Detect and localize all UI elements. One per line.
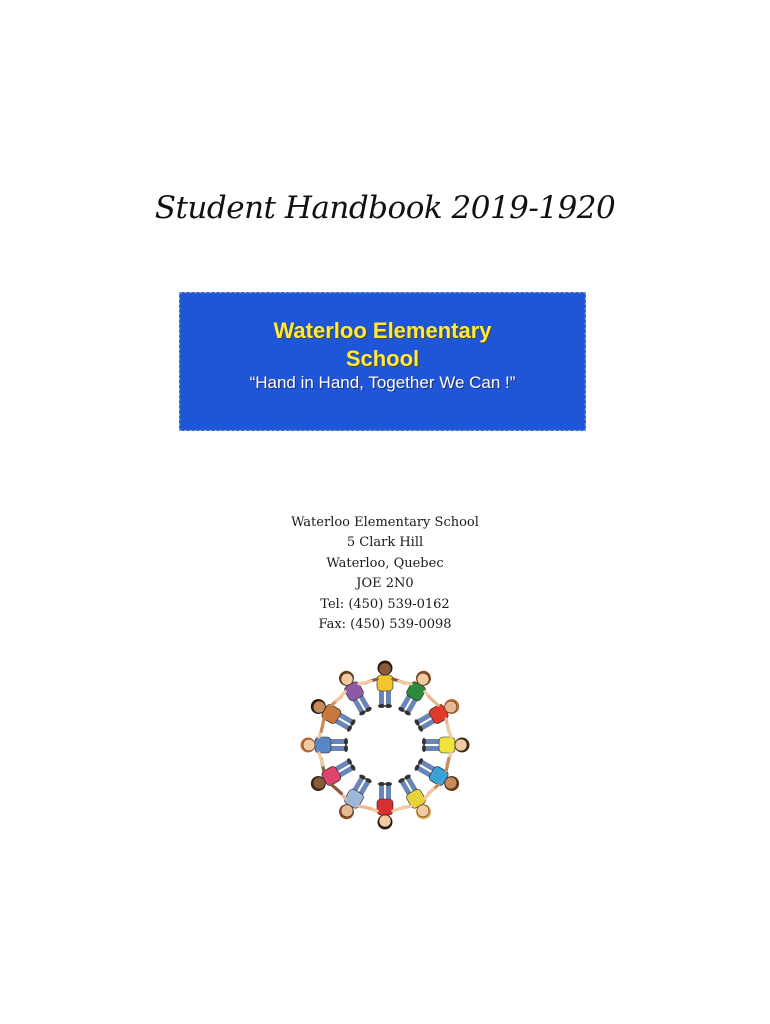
child-leg <box>329 746 345 751</box>
banner-motto: “Hand in Hand, Together We Can !” <box>249 373 516 392</box>
child-shoe <box>344 745 348 752</box>
child-leg <box>425 739 441 744</box>
child-arm <box>423 789 435 798</box>
address-street: 5 Clark Hill <box>346 535 424 551</box>
page-title: Student Handbook 2019-1920 <box>154 190 616 226</box>
child-arm <box>393 807 405 811</box>
banner-school-name <box>180 317 585 373</box>
banner-name-line-1: Waterloo Elementary <box>273 318 492 343</box>
child-head <box>379 815 391 827</box>
child-head <box>379 663 391 675</box>
banner-name-line-2: School <box>345 346 420 371</box>
child-leg <box>379 689 384 705</box>
child-arm <box>359 803 371 812</box>
child-figure <box>365 782 405 830</box>
child-arm <box>447 725 451 737</box>
children-circle <box>301 661 470 830</box>
child-arm <box>359 678 371 687</box>
child-shoe <box>378 782 385 786</box>
children-holding-hands-circle-icon <box>280 640 490 850</box>
child-shoe <box>385 704 392 708</box>
child-arm <box>443 759 452 771</box>
child-shoe <box>422 738 426 745</box>
child-shoe <box>385 782 392 786</box>
address-school-name: Waterloo Elementary School <box>291 515 479 530</box>
child-shoe <box>344 738 348 745</box>
child-figure <box>365 661 405 709</box>
child-leg <box>386 785 391 801</box>
child-shirt <box>439 737 455 753</box>
child-arm <box>429 695 438 707</box>
child-head <box>303 739 315 751</box>
child-arm <box>319 753 323 765</box>
address-fax: Fax: (450) 539-0098 <box>318 617 452 633</box>
address-telephone: Tel: (450) 539-0162 <box>320 596 450 612</box>
address-city: Waterloo, Quebec <box>326 555 444 571</box>
child-head <box>455 739 467 751</box>
child-shoe <box>422 745 426 752</box>
child-shirt <box>377 799 393 815</box>
child-leg <box>386 689 391 705</box>
school-banner <box>179 292 586 431</box>
child-arm <box>318 719 327 731</box>
child-leg <box>379 785 384 801</box>
child-figure <box>301 725 349 765</box>
child-arm <box>332 783 341 795</box>
child-shirt <box>377 675 393 691</box>
child-figure <box>422 725 470 765</box>
child-leg <box>425 746 441 751</box>
child-arm <box>335 692 347 701</box>
child-arm <box>399 678 411 687</box>
address-postal-code: JOE 2N0 <box>356 576 414 592</box>
child-leg <box>329 739 345 744</box>
child-shoe <box>378 704 385 708</box>
child-shirt <box>315 737 331 753</box>
school-address-block <box>0 513 770 635</box>
